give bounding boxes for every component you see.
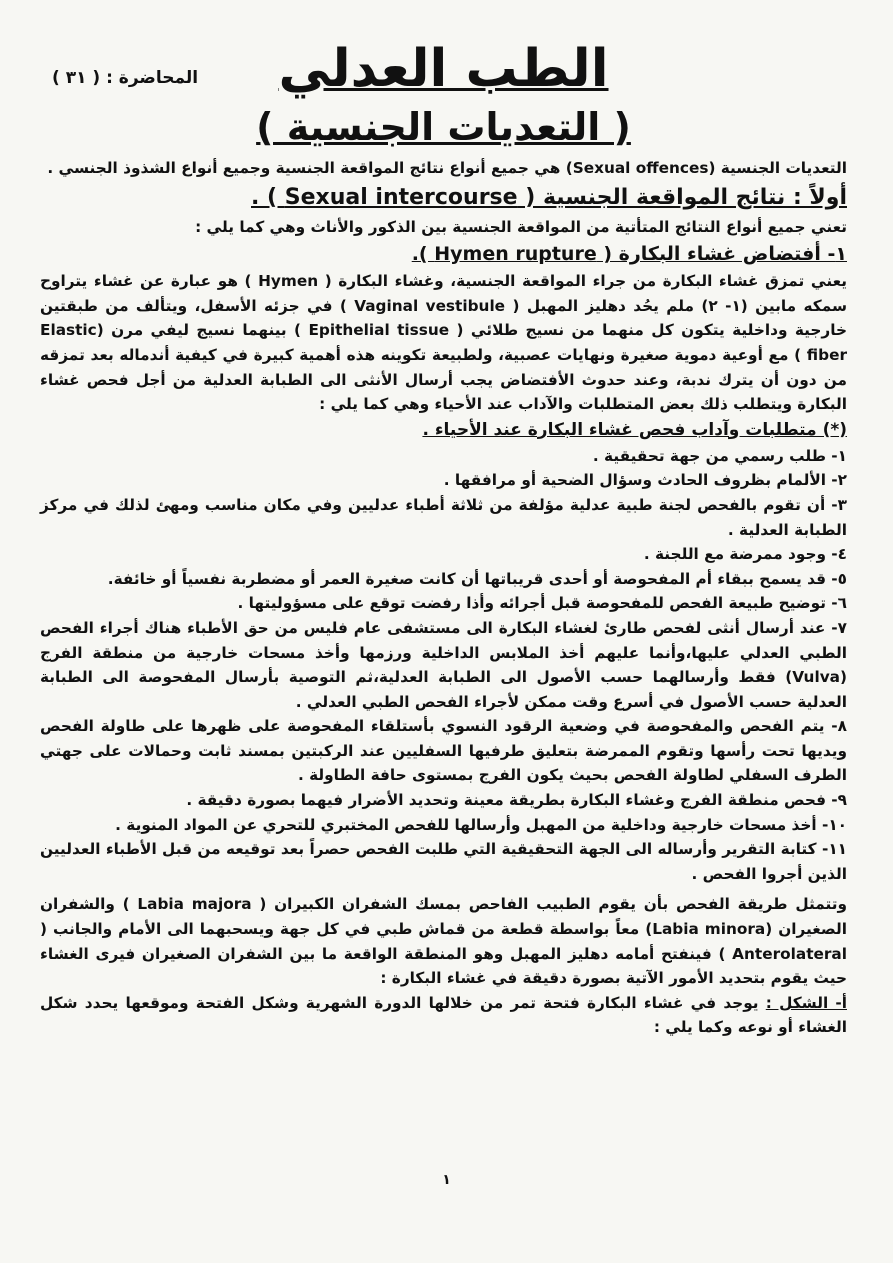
requirement-item: ٣- أن تقوم بالفحص لجنة طبية عدلية مؤلفة من ثلاثة أطباء عدليين وفي مكان مناسب ومهئ لذلك في مركز الطبابة العدلية .	[40, 495, 847, 539]
lecture-number: المحاضرة : ( ٣١ )	[52, 68, 199, 88]
requirement-item: ٢- الألمام بظروف الحادث وسؤال الضحية أو مرافقها .	[443, 471, 847, 490]
section1-heading: أولاً : نتائج المواقعة الجنسية ( Sexual intercourse ) .	[251, 184, 847, 210]
requirement-item: ٤- وجود ممرضة مع اللجنة .	[643, 545, 847, 564]
subsection-hymen-heading: ١- أفتضاض غشاء البكارة ( Hymen rupture ).	[411, 243, 847, 266]
requirement-item: ١- طلب رسمي من جهة تحقيقية .	[592, 446, 847, 465]
method-paragraph: وتتمثل طريقة الفحص بأن يقوم الطبيب الفاحص بمسك الشفران الكبيران ( Labia majora ) والشفران الصغيران (Labia minora) معاً بواسطة قطعة من قماش طبي في كل جهة ويسحبهما الى الأمام والجانب ( Anterolateral ) فينفتح أمامه دهليز المهبل وهو المنطقة الواقعة ما بين الشفران الصغيران فيرى الغشاء حيث يقوم بتحديد الأمور الآتية بصورة دقيقة في غشاء البكارة :	[40, 895, 847, 988]
requirement-item: ٨- يتم الفحص والمفحوصة في وضعية الرقود النسوي بأستلقاء المفحوصة على ظهرها على طاولة الفحص ويديها تحت رأسها وتقوم الممرضة بتعليق طرفيها السفليين عند الركبتين بمسند ثابت وحمالات على جهتي الطرف السفلي لطاولة الفحص بحيث يكون الفرج بمستوى حافة الطاولة .	[40, 717, 847, 785]
shape-paragraph	[40, 991, 847, 1040]
requirement-item: ١٠- أخذ مسحات خارجية وداخلية من المهبل وأرسالها للفحص المختبري للتحري عن المواد المنوية .	[115, 815, 847, 834]
document-body	[40, 156, 847, 1040]
requirement-item: ١١- كتابة التقرير وأرساله الى الجهة التحقيقية التي طلبت الفحص حصراً بعد توقيعه من قبل الأطباء العدليين الذين أجروا الفحص .	[40, 840, 847, 883]
requirement-item: ٩- فحص منطقة الفرج وغشاء البكارة بطريقة معينة وتحديد الأضرار فيهما بصورة دقيقة .	[186, 791, 847, 810]
requirement-item: ٥- قد يسمح ببقاء أم المفحوصة أو أحدى قريباتها أن كانت صغيرة العمر أو مضطربة نفسياً أو خائفة.	[107, 569, 847, 588]
page-number: ١	[442, 1172, 451, 1188]
page-subtitle: ( التعديات الجنسية )	[256, 105, 631, 149]
intro-paragraph: التعديات الجنسية (Sexual offences) هي جميع أنواع نتائج المواقعة الجنسية وجميع أنواع الشذوذ الجنسي .	[47, 159, 847, 177]
requirement-item: ٦- توضيح طبيعة الفحص للمفحوصة قبل أجرائه وأذا رفضت توقع على مسؤوليتها .	[237, 594, 847, 613]
page-title: الطب العدلي	[278, 39, 609, 99]
requirement-item: ٧- عند أرسال أنثى لفحص طارئ لغشاء البكارة الى مستشفى عام فليس من حق الأطباء هناك أجراء الفحص الطبي العدلي عليها،وأنما عليهم أخذ الملابس الداخلية ورزمها وأخذ مسحات خارجية من منطقة الفرج (Vulva) فقط وأرسالهما حسب الأصول الى الطبابة العدلية،ثم التوصية بأرسال المفحوصة الى الطبابة العدلية حسب الأصول في أسرع وقت ممكن لأجراء الفحص الطبي العدلي .	[40, 618, 847, 711]
requirements-heading: (*) متطلبات وآداب فحص غشاء البكارة عند الأحياء .	[422, 419, 847, 440]
section1-description: تعني جميع أنواع النتائج المتأتية من المواقعة الجنسية بين الذكور والأناث وهي كما يلي :	[195, 217, 847, 236]
hymen-paragraph: يعني تمزق غشاء البكارة من جراء المواقعة الجنسية، وغشاء البكارة ( Hymen ) هو عبارة عن غشاء يتراوح سمكه مابين (١- ٢) ملم يحُد دهليز المهبل ( Vaginal vestibule ) في جزئه الأسفل، ويتألف من طبقتين خارجية وداخلية يتكون كل منهما من نسيج طلائي ( Epithelial tissue ) بينهما نسيج ليفي مرن (Elastic fiber ) مع أوعية دموية صغيرة ونهايات عصبية، ولطبيعة تكوينه هذه أهمية كبيرة في كيفية أندماله بعد تمزقه من دون أن يترك ندبة، وعند حدوث الأفتضاض يجب أرسال الأنثى الى الطبابة العدلية من أجل فحص غشاء البكارة ويتطلب ذلك بعض المتطلبات والآداب عند الأحياء وهي كما يلي :	[40, 272, 847, 414]
shape-label: أ- الشكل :	[765, 993, 847, 1012]
shape-text: يوجد في غشاء البكارة فتحة تمر من خلالها الدورة الشهرية وشكل الفتحة وموقعها يحدد شكل الغشاء أو نوعه وكما يلي :	[40, 993, 847, 1037]
